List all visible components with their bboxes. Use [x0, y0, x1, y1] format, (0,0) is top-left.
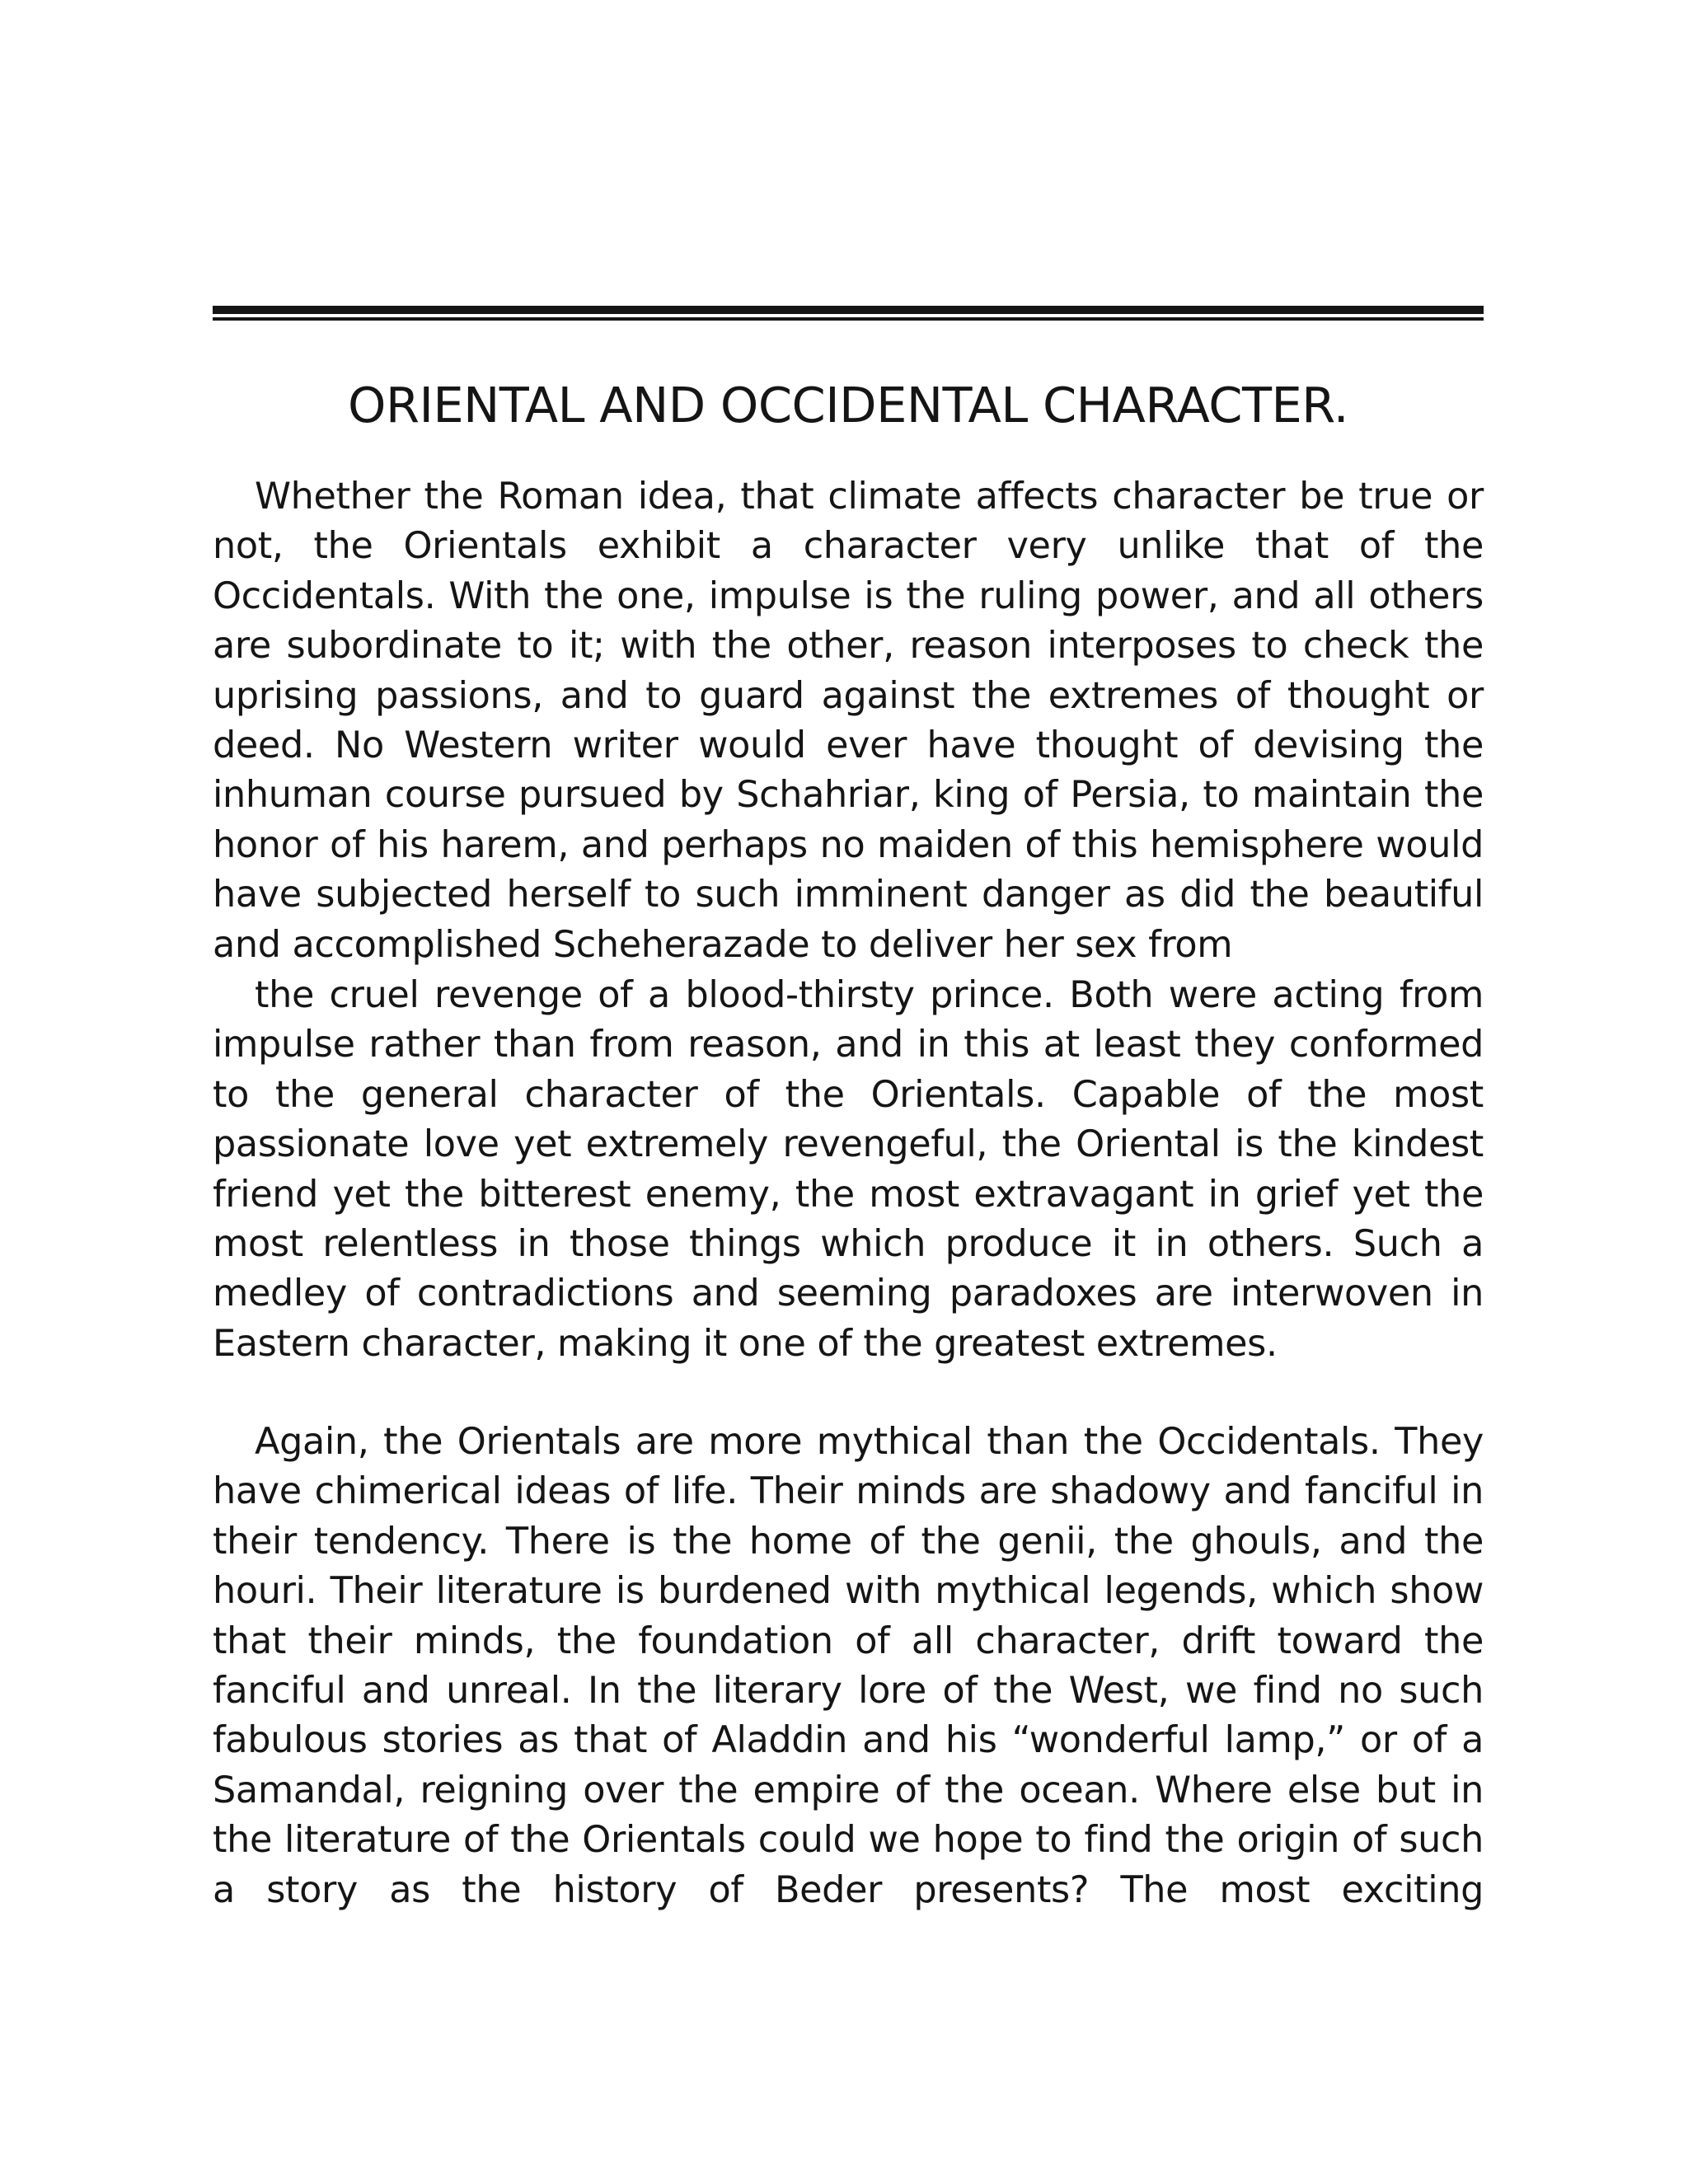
header-rule-thin	[213, 317, 1484, 321]
paragraph-3: Again, the Orientals are more mythical than the Occidentals. They have chimerical ideas of life. Their minds are shadowy and fanciful in their tendency. There is the home of the genii, the ghouls, and the houri. Their literature is burdened with mythical legends, which show that their minds, the foundation of all character, drift toward the fanciful and unreal. In the literary lore of the West, we find no such fabulous stories as that of Aladdin and his “wonderful lamp,” or of a Samandal, reigning over the empire of the ocean. Where else but in the literature of the Orientals could we hope to find the origin of such a story as the history of Beder presents? The most exciting	[213, 1421, 1484, 1911]
paragraph-1: Whether the Roman idea, that climate affects character be true or not, the Orientals exhibit a character very unlike that of the Occidentals. With the one, impulse is the ruling power, and all others are subordinate to it; with the other, reason interposes to check the uprising passions, and to guard against the extremes of thought or deed. No Western writer would ever have thought of devising the inhuman course pursued by Schahriar, king of Persia, to maintain the honor of his harem, and perhaps no maiden of this hemisphere would have subjected herself to such imminent danger as did the beautiful and accomplished Scheherazade to deliver her sex from	[213, 476, 1484, 966]
header-rule-thick	[213, 306, 1484, 314]
paragraph-2: the cruel revenge of a blood-thirsty prince. Both were acting from impulse rather than from reason, and in this at least they conformed to the general character of the Orientals. Capable of the most passionate love yet extremely revengeful, the Oriental is the kindest friend yet the bitterest enemy, the most extravagant in grief yet the most relentless in those things which produce it in others. Such a medley of contradictions and seeming paradoxes are interwoven in Eastern character, making it one of the greatest extremes.	[213, 974, 1484, 1365]
chapter-title: ORIENTAL AND OCCIDENTAL CHARACTER.	[348, 377, 1348, 434]
